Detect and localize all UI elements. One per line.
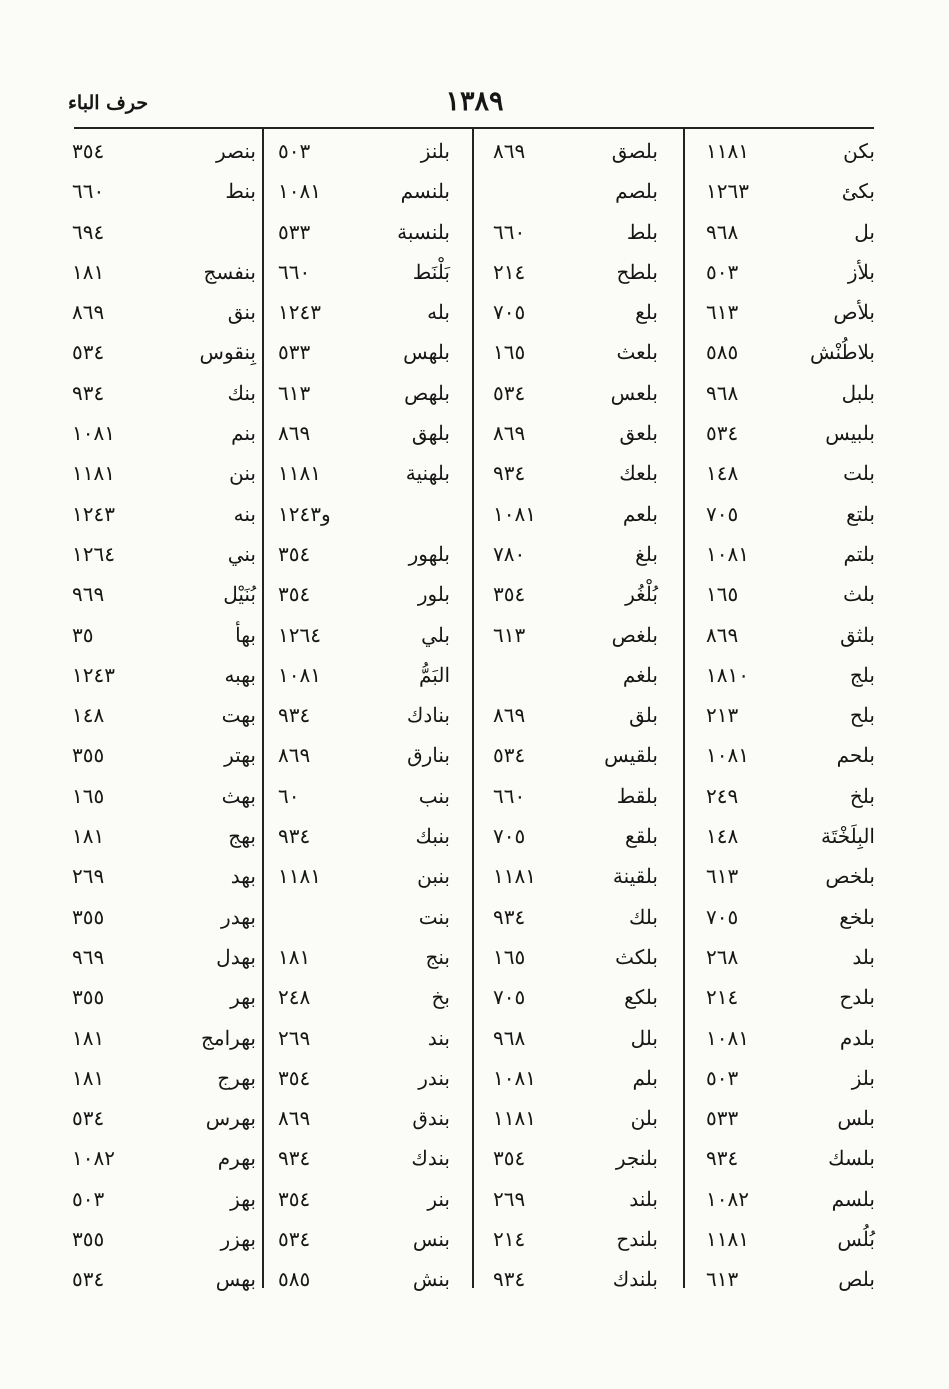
page-reference: ٢٦٩ (278, 1025, 311, 1050)
index-word: بلقط (616, 783, 658, 808)
index-word: بهر (230, 985, 256, 1010)
page-reference: ٨٦٩ (493, 703, 526, 728)
page-reference: ٥٨٥ (278, 1267, 311, 1292)
index-word: بلنسم (400, 179, 450, 204)
page-reference: ٩٣٤ (493, 461, 526, 486)
index-row (58, 1136, 878, 1176)
index-word: بلج (849, 662, 875, 687)
index-word: بهرس (205, 1106, 256, 1131)
page-reference: ٥٣٤ (706, 421, 739, 446)
index-word: بلعس (610, 380, 658, 405)
page-reference: ٥٠٣ (72, 1186, 105, 1211)
index-word: بهتر (224, 743, 256, 768)
index-word: بلتم (843, 541, 875, 566)
page-reference: ١٢٤٣ (72, 501, 115, 526)
index-word: بلدح (839, 985, 875, 1010)
index-row (58, 733, 878, 773)
page-reference: ١٦٥ (493, 944, 526, 969)
index-word: بلسك (828, 1146, 875, 1171)
page-reference: ٩٣٤ (706, 1146, 739, 1171)
page-reference: ٢٤٩ (706, 783, 739, 808)
index-row (58, 774, 878, 814)
page-reference: ٨٦٩ (493, 139, 526, 163)
index-word: بلط (626, 219, 658, 244)
page-reference: ١٠٨١ (72, 421, 115, 446)
index-word: بله (427, 300, 450, 325)
index-word: بنم (231, 421, 256, 446)
index-word: بلخص (825, 864, 875, 889)
page-reference: ٢١٣ (706, 703, 739, 728)
index-word: بنر (427, 1186, 450, 1211)
page-reference: ٦٦٠ (278, 259, 311, 284)
page-reference: ١٠٨١ (706, 743, 749, 768)
index-word: بَلْنَط (412, 259, 450, 284)
index-word: بنارق (407, 743, 450, 768)
page-number: ١٣٨٩ (445, 86, 504, 117)
index-word: بنبن (417, 864, 450, 889)
index-word: بلندح (616, 1227, 658, 1252)
index-row (58, 210, 878, 250)
index-row (58, 411, 878, 451)
page-reference: ٢٦٩ (72, 864, 105, 889)
page-reference: ١٤٨ (706, 461, 739, 486)
page-reference: و١٢٤٣ (278, 501, 331, 526)
page-reference: ٧٠٥ (706, 501, 739, 526)
index-row (58, 1217, 878, 1257)
index-row (58, 1016, 878, 1056)
page-reference: ٥٣٤ (72, 340, 105, 365)
page-reference: ٥٣٣ (278, 340, 311, 365)
index-word: بُلُس (837, 1227, 875, 1252)
page-reference: ٧٠٥ (493, 824, 526, 849)
page-reference: ٧٠٥ (706, 904, 739, 929)
index-word: بلتع (846, 501, 875, 526)
page-reference: ١٠٨١ (706, 541, 749, 566)
index-word: بلهق (411, 421, 450, 446)
index-word: بنبك (415, 824, 450, 849)
index-word: بنق (227, 300, 256, 325)
index-word: بلثق (840, 622, 875, 647)
page-reference: ١٨١ (72, 1065, 105, 1090)
index-word: بنت (418, 904, 450, 929)
index-word: بلغم (622, 662, 658, 687)
page-reference: ٣٥٤ (278, 582, 311, 607)
page-reference: ٦١٣ (493, 622, 526, 647)
page-reference: ٦٩٤ (72, 219, 105, 244)
page-reference: ٩٣٤ (278, 703, 311, 728)
index-row (58, 1257, 878, 1297)
index-word: بلهنية (405, 461, 450, 486)
index-word: بلخع (839, 904, 875, 929)
index-word: بلقينة (612, 864, 658, 889)
index-word: بهد (230, 864, 256, 889)
page-reference: ١٤٨ (72, 703, 105, 728)
index-table (58, 129, 878, 1298)
index-word: بهدل (216, 944, 256, 969)
page-reference: ٩٦٩ (72, 582, 105, 607)
index-row (58, 250, 878, 290)
index-row (58, 451, 878, 491)
index-word: بلور (417, 582, 450, 607)
page-reference: ٨٦٩ (493, 421, 526, 446)
index-row (58, 653, 878, 693)
index-word: بلغ (635, 541, 658, 566)
index-word: بلخ (849, 783, 875, 808)
index-word: بلاطُنْش (810, 340, 875, 365)
page-reference: ١٨١ (72, 259, 105, 284)
page-reference: ٣٥٤ (278, 541, 311, 566)
page-reference: ١١٨١ (493, 864, 536, 889)
index-word: بلت (843, 461, 875, 486)
index-word: بهس (215, 1267, 256, 1292)
index-word: بنب (418, 783, 450, 808)
index-word: بني (227, 541, 256, 566)
index-word: بلبيس (825, 421, 875, 446)
page-reference: ٦١٣ (706, 300, 739, 325)
page-reference: ٦١٣ (706, 864, 739, 889)
page-reference: ٣٥٤ (493, 582, 526, 607)
page-reference: ٣٥٤ (493, 1146, 526, 1171)
index-row (58, 693, 878, 733)
index-word: بلقيس (604, 743, 658, 768)
page-reference: ١٠٨١ (706, 1025, 749, 1050)
index-row (58, 532, 878, 572)
index-word: بلنجر (615, 1146, 658, 1171)
page-reference: ٢١٤ (493, 1227, 526, 1252)
index-word: بلصق (611, 139, 658, 163)
page-reference: ٨٦٩ (72, 300, 105, 325)
index-word: بهرج (217, 1065, 256, 1090)
index-word: بهدر (221, 904, 256, 929)
page-reference: ١١٨١ (278, 864, 321, 889)
page-reference: ٥٣٤ (72, 1267, 105, 1292)
page-reference: ١٦٥ (493, 340, 526, 365)
index-word: بلز (851, 1065, 875, 1090)
index-word: بلدم (839, 1025, 875, 1050)
index-row (58, 613, 878, 653)
page-reference: ١٠٨١ (493, 501, 536, 526)
page-reference: ١٦٥ (72, 783, 105, 808)
page-reference: ١٠٨١ (278, 179, 321, 204)
page-reference: ٦٦٠ (493, 783, 526, 808)
index-word: بلهص (404, 380, 450, 405)
page-reference: ٦١٣ (706, 1267, 739, 1292)
index-word: بنصر (216, 139, 256, 163)
index-word: بهث (221, 783, 256, 808)
page-reference: ١٠٨٢ (706, 1186, 749, 1211)
index-word: بهج (228, 824, 256, 849)
page-reference: ٦٦٠ (493, 219, 526, 244)
index-row (58, 1056, 878, 1096)
index-word: بنش (412, 1267, 450, 1292)
index-word: بنه (233, 501, 256, 526)
index-word: بلبل (841, 380, 875, 405)
index-word: بلندك (612, 1267, 658, 1292)
index-word: بلعق (619, 421, 658, 446)
page-reference: ٥٣٣ (278, 219, 311, 244)
page-reference: ١٨١ (72, 824, 105, 849)
page-reference: ١٢٦٣ (706, 179, 749, 204)
index-word: بلند (629, 1186, 658, 1211)
index-row (58, 371, 878, 411)
index-word: بلصم (615, 179, 658, 204)
index-word: بلد (852, 944, 875, 969)
index-row (58, 935, 878, 975)
page-reference: ٣٥٤ (278, 1065, 311, 1090)
index-word: بلطح (616, 259, 658, 284)
page-reference: ٦٦٠ (72, 179, 105, 204)
index-word: بلقع (625, 824, 658, 849)
page-reference: ٧٨٠ (493, 541, 526, 566)
page-reference: ١٠٨١ (278, 662, 321, 687)
page-reference: ٨٦٩ (278, 1106, 311, 1131)
index-row (58, 330, 878, 370)
index-row (58, 975, 878, 1015)
index-word: بندك (411, 1146, 450, 1171)
page-reference: ٩٦٩ (72, 944, 105, 969)
page-reference: ١٢٤٣ (278, 300, 321, 325)
index-word: بهرامج (201, 1025, 256, 1050)
index-word: بلكع (624, 985, 658, 1010)
index-word: البَمُّ (419, 662, 450, 687)
index-row (58, 854, 878, 894)
page-reference: ٥٠٣ (706, 259, 739, 284)
index-word: بند (427, 1025, 450, 1050)
page-reference: ٥٣٤ (278, 1227, 311, 1252)
index-word: بلعث (616, 340, 658, 365)
index-word: بنفسج (203, 259, 256, 284)
page-reference: ١١٨١ (706, 139, 749, 163)
index-word: بلص (838, 1267, 875, 1292)
index-word: بِنقوس (199, 340, 256, 365)
index-word: بلهور (408, 541, 450, 566)
page-reference: ٢٦٩ (493, 1186, 526, 1211)
page-reference: ٩٦٨ (493, 1025, 526, 1050)
index-word: بُلْغُر (625, 582, 658, 607)
index-row (58, 492, 878, 532)
index-word: بخ (431, 985, 450, 1010)
index-word: بلع (635, 300, 658, 325)
page-reference: ٥٠٣ (278, 139, 311, 163)
section-title: حرف الباء (68, 92, 149, 114)
page-reference: ١٨١ (72, 1025, 105, 1050)
index-word: بُنَيْل (223, 582, 256, 607)
page-reference: ٣٥ (72, 622, 94, 647)
index-word: بلح (849, 703, 875, 728)
page-reference: ١١٨١ (706, 1227, 749, 1252)
index-word: بلأز (847, 259, 875, 284)
index-word: بهبه (224, 662, 256, 687)
index-row (58, 572, 878, 612)
page-reference: ١٦٥ (706, 582, 739, 607)
index-word: بلس (837, 1106, 875, 1131)
index-word: بلأص (833, 300, 875, 325)
page-reference: ٨٦٩ (278, 421, 311, 446)
page-reference: ٣٥٤ (278, 1186, 311, 1211)
page-reference: ٢٤٨ (278, 985, 311, 1010)
page-reference: ٧٠٥ (493, 985, 526, 1010)
index-word: بلك (628, 904, 658, 929)
index-word: بلكث (615, 944, 658, 969)
page-reference: ٥٣٤ (493, 380, 526, 405)
index-word: بلحم (836, 743, 875, 768)
page-reference: ١٨١٠ (706, 662, 749, 687)
index-word: بلهس (403, 340, 450, 365)
index-word: بلن (630, 1106, 658, 1131)
index-row (58, 129, 878, 169)
page-reference: ٣٥٥ (72, 985, 105, 1010)
index-row (58, 169, 878, 209)
page-reference: ٨٦٩ (278, 743, 311, 768)
index-word: بهرم (217, 1146, 256, 1171)
page-reference: ١٢٤٣ (72, 662, 115, 687)
page-reference: ١٢٦٤ (72, 541, 115, 566)
index-word: بنادك (406, 703, 450, 728)
page-reference: ٦٠ (278, 783, 300, 808)
page-reference: ١٨١ (278, 944, 311, 969)
page-reference: ٥٨٥ (706, 340, 739, 365)
index-word: بل (854, 219, 875, 244)
index-word: بنك (227, 380, 256, 405)
page-reference: ١٠٨٢ (72, 1146, 115, 1171)
page-reference: ٩٣٤ (493, 904, 526, 929)
page-reference: ١٤٨ (706, 824, 739, 849)
index-word: بلق (629, 703, 658, 728)
index-word: بلث (843, 582, 875, 607)
index-word: بلم (632, 1065, 658, 1090)
index-word: بنس (412, 1227, 450, 1252)
index-word: بلعم (622, 501, 658, 526)
index-word: بنط (225, 179, 256, 204)
page-reference: ١١٨١ (72, 461, 115, 486)
page-reference: ٩٦٨ (706, 219, 739, 244)
page-reference: ٩٦٨ (706, 380, 739, 405)
index-word: بندق (412, 1106, 450, 1131)
index-word: بهت (221, 703, 256, 728)
index-word: بلسم (831, 1186, 875, 1211)
index-word: بلل (630, 1025, 658, 1050)
page-reference: ٣٥٤ (72, 139, 105, 163)
page-reference: ١٠٨١ (493, 1065, 536, 1090)
index-word: بكئ (841, 179, 875, 204)
index-row (58, 290, 878, 330)
page-reference: ١١٨١ (493, 1106, 536, 1131)
page-reference: ٣٥٥ (72, 1227, 105, 1252)
page-reference: ٣٥٥ (72, 904, 105, 929)
page-reference: ١٢٦٤ (278, 622, 321, 647)
index-row (58, 1096, 878, 1136)
page-reference: ٩٣٤ (72, 380, 105, 405)
index-word: بلنز (420, 139, 450, 163)
index-word: بنن (229, 461, 256, 486)
page-reference: ٦١٣ (278, 380, 311, 405)
page-reference: ٥٣٤ (72, 1106, 105, 1131)
index-word: بهزر (220, 1227, 256, 1252)
index-word: بلنسبة (397, 219, 450, 244)
page-reference: ٥٠٣ (706, 1065, 739, 1090)
page-reference: ٣٥٥ (72, 743, 105, 768)
index-word: بندر (418, 1065, 450, 1090)
page-reference: ٨٦٩ (706, 622, 739, 647)
index-word: بهأ (235, 622, 256, 647)
page-reference: ٩٣٤ (278, 824, 311, 849)
index-word: بلغص (611, 622, 658, 647)
index-word: بلي (421, 622, 450, 647)
page-reference: ١١٨١ (278, 461, 321, 486)
page-reference: ٢٦٨ (706, 944, 739, 969)
index-word: البِلَخْتَة (821, 824, 875, 849)
index-row (58, 814, 878, 854)
index-word: بنج (425, 944, 450, 969)
index-row (58, 895, 878, 935)
page-reference: ٢١٤ (706, 985, 739, 1010)
page-reference: ٥٣٤ (493, 743, 526, 768)
page-reference: ٩٣٤ (493, 1267, 526, 1292)
index-row (58, 1177, 878, 1217)
page-reference: ٧٠٥ (493, 300, 526, 325)
page-reference: ٢١٤ (493, 259, 526, 284)
page-reference: ٩٣٤ (278, 1146, 311, 1171)
index-word: بلعك (619, 461, 658, 486)
index-word: بهز (230, 1186, 256, 1211)
page-reference: ٥٣٣ (706, 1106, 739, 1131)
index-word: بكن (843, 139, 875, 163)
